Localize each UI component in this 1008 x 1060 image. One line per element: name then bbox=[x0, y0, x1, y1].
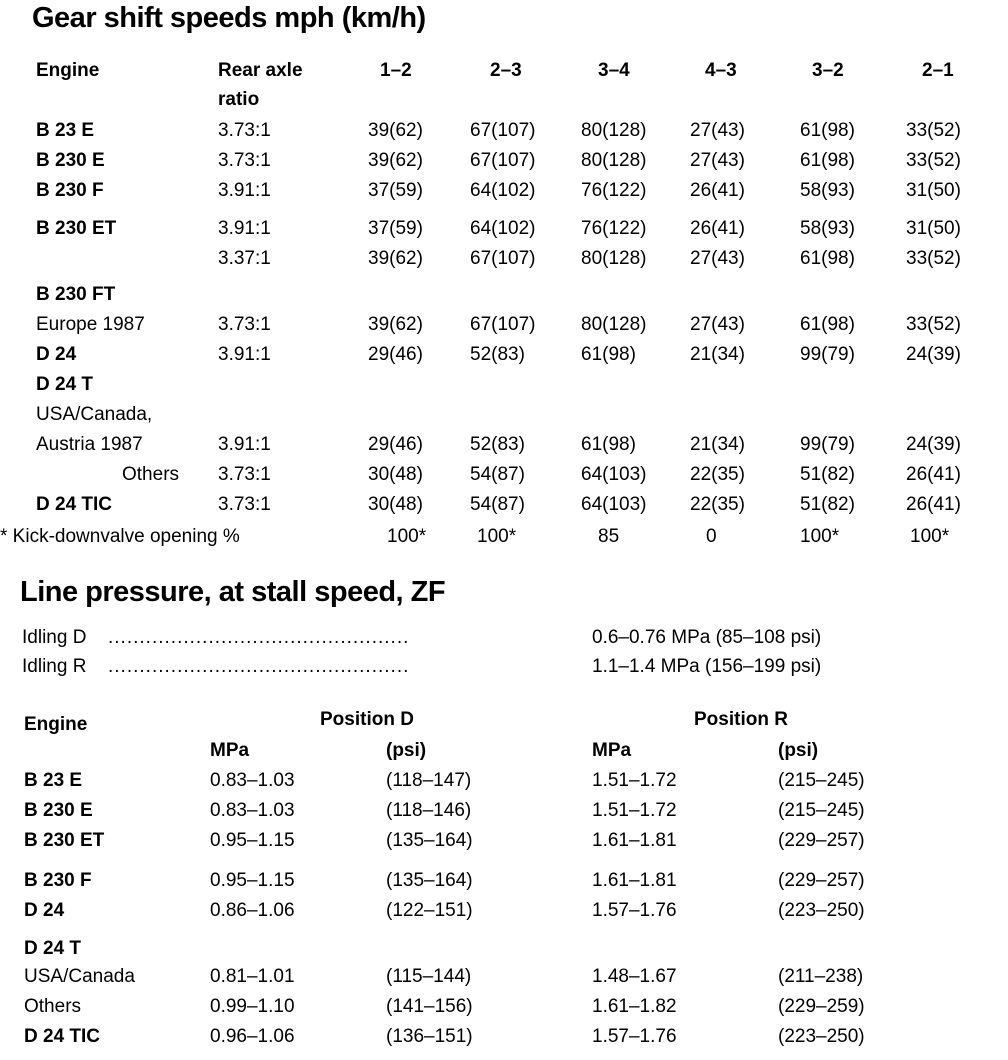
gear-speed-cell: 51(82) bbox=[800, 494, 855, 515]
gear-speed-cell: 80(128) bbox=[581, 120, 647, 141]
line-pressure-cell: 1.51–1.72 bbox=[592, 800, 677, 821]
gear-row-ratio: 3.73:1 bbox=[218, 494, 271, 515]
gear-header-2-1: 2–1 bbox=[922, 60, 954, 81]
line-pressure-cell: (215–245) bbox=[778, 770, 865, 791]
gear-speed-cell: 26(41) bbox=[906, 464, 961, 485]
gear-row-label: Others bbox=[122, 464, 180, 485]
gear-row-ratio: 3.73:1 bbox=[218, 120, 271, 141]
idling-d-value: 0.6–0.76 MPa (85–108 psi) bbox=[592, 627, 822, 648]
gear-speed-cell: 80(128) bbox=[581, 314, 647, 335]
gear-speed-cell: 39(62) bbox=[368, 150, 423, 171]
gear-speed-cell: 64(102) bbox=[470, 218, 536, 239]
line-pressure-cell: (223–250) bbox=[778, 900, 865, 921]
idling-r-label: Idling R bbox=[22, 656, 87, 677]
gear-row-ratio: 3.37:1 bbox=[218, 248, 271, 269]
line-row-label: B 230 E bbox=[24, 800, 93, 821]
line-header-psi-d: (psi) bbox=[386, 740, 427, 761]
line-pressure-cell: 0.99–1.10 bbox=[210, 996, 295, 1017]
line-pressure-cell: 0.95–1.15 bbox=[210, 830, 295, 851]
line-pressure-cell: 0.83–1.03 bbox=[210, 800, 295, 821]
line-row-label: D 24 bbox=[24, 900, 65, 921]
gear-header-3-2: 3–2 bbox=[812, 60, 844, 81]
gear-speed-cell: 58(93) bbox=[800, 180, 855, 201]
idling-d-label: Idling D bbox=[22, 627, 87, 648]
gear-row-ratio: 3.91:1 bbox=[218, 434, 271, 455]
line-pressure-cell: 1.61–1.82 bbox=[592, 996, 677, 1017]
gear-header-rear-axle: Rear axle bbox=[218, 60, 303, 81]
gear-speed-cell: 80(128) bbox=[581, 150, 647, 171]
gear-speed-cell: 37(59) bbox=[368, 180, 423, 201]
line-pressure-cell: (122–151) bbox=[386, 900, 473, 921]
gear-shift-title: Gear shift speeds mph (km/h) bbox=[32, 2, 426, 34]
line-pressure-cell: 1.61–1.81 bbox=[592, 870, 677, 891]
gear-row-ratio: 3.73:1 bbox=[218, 150, 271, 171]
kickdown-value: 100* bbox=[477, 526, 517, 547]
gear-speed-cell: 27(43) bbox=[690, 120, 745, 141]
kickdown-value: 0 bbox=[706, 526, 717, 547]
gear-speed-cell: 99(79) bbox=[800, 344, 855, 365]
gear-row-ratio: 3.91:1 bbox=[218, 218, 271, 239]
line-pressure-cell: (229–257) bbox=[778, 870, 865, 891]
kickdown-value: 85 bbox=[598, 526, 620, 547]
gear-speed-cell: 67(107) bbox=[470, 150, 536, 171]
gear-speed-cell: 58(93) bbox=[800, 218, 855, 239]
gear-row-label: B 23 E bbox=[36, 120, 95, 141]
gear-speed-cell: 67(107) bbox=[470, 248, 536, 269]
line-pressure-title: Line pressure, at stall speed, ZF bbox=[20, 576, 446, 608]
gear-speed-cell: 67(107) bbox=[470, 120, 536, 141]
gear-row-label: D 24 bbox=[36, 344, 77, 365]
gear-speed-cell: 54(87) bbox=[470, 464, 525, 485]
gear-speed-cell: 39(62) bbox=[368, 248, 423, 269]
gear-header-ratio: ratio bbox=[218, 89, 260, 110]
gear-speed-cell: 24(39) bbox=[906, 434, 961, 455]
gear-speed-cell: 31(50) bbox=[906, 180, 961, 201]
idling-d-leader: ................................................ bbox=[108, 627, 410, 648]
gear-row-label: Europe 1987 bbox=[36, 314, 145, 335]
line-pressure-cell: 1.51–1.72 bbox=[592, 770, 677, 791]
line-pressure-cell: (118–146) bbox=[386, 800, 472, 821]
line-row-label: B 230 F bbox=[24, 870, 92, 891]
line-row-label: B 23 E bbox=[24, 770, 83, 791]
line-row-label: D 24 TIC bbox=[24, 1026, 101, 1047]
gear-row-ratio: 3.91:1 bbox=[218, 344, 271, 365]
line-pressure-cell: (229–259) bbox=[778, 996, 865, 1017]
gear-header-2-3: 2–3 bbox=[490, 60, 522, 81]
gear-speed-cell: 99(79) bbox=[800, 434, 855, 455]
gear-speed-cell: 31(50) bbox=[906, 218, 961, 239]
gear-row-label: Austria 1987 bbox=[36, 434, 143, 455]
line-row-label: Others bbox=[24, 996, 82, 1017]
line-row-label: D 24 T bbox=[24, 938, 82, 959]
gear-speed-cell: 21(34) bbox=[690, 434, 745, 455]
line-pressure-cell: 0.81–1.01 bbox=[210, 966, 295, 987]
line-pressure-cell: (211–238) bbox=[778, 966, 864, 987]
idling-r-value: 1.1–1.4 MPa (156–199 psi) bbox=[592, 656, 822, 677]
line-header-mpa-r: MPa bbox=[592, 740, 632, 761]
gear-row-label: B 230 F bbox=[36, 180, 104, 201]
idling-r-leader: ................................................ bbox=[108, 656, 410, 677]
line-row-label: B 230 ET bbox=[24, 830, 105, 851]
gear-row-label: B 230 FT bbox=[36, 284, 116, 305]
gear-speed-cell: 27(43) bbox=[690, 314, 745, 335]
gear-speed-cell: 26(41) bbox=[690, 218, 745, 239]
line-header-position-r: Position R bbox=[694, 709, 788, 730]
line-pressure-cell: (118–147) bbox=[386, 770, 472, 791]
gear-row-label: D 24 TIC bbox=[36, 494, 113, 515]
line-pressure-cell: 1.57–1.76 bbox=[592, 900, 677, 921]
gear-speed-cell: 51(82) bbox=[800, 464, 855, 485]
gear-speed-cell: 64(103) bbox=[581, 494, 647, 515]
line-pressure-cell: 0.96–1.06 bbox=[210, 1026, 295, 1047]
line-header-position-d: Position D bbox=[320, 709, 414, 730]
gear-speed-cell: 33(52) bbox=[906, 248, 961, 269]
line-pressure-cell: (223–250) bbox=[778, 1026, 865, 1047]
gear-row-label: USA/Canada, bbox=[36, 404, 153, 425]
gear-speed-cell: 27(43) bbox=[690, 248, 745, 269]
gear-speed-cell: 27(43) bbox=[690, 150, 745, 171]
gear-header-4-3: 4–3 bbox=[705, 60, 737, 81]
gear-speed-cell: 29(46) bbox=[368, 344, 423, 365]
kickdown-value: 100* bbox=[800, 526, 840, 547]
kickdown-label: * Kick-downvalve opening % bbox=[0, 526, 240, 547]
gear-speed-cell: 33(52) bbox=[906, 314, 961, 335]
gear-speed-cell: 64(103) bbox=[581, 464, 647, 485]
gear-speed-cell: 61(98) bbox=[800, 314, 855, 335]
line-pressure-cell: 0.83–1.03 bbox=[210, 770, 295, 791]
gear-speed-cell: 22(35) bbox=[690, 494, 745, 515]
gear-header-engine: Engine bbox=[36, 60, 100, 81]
gear-row-label: B 230 E bbox=[36, 150, 105, 171]
line-header-psi-r: (psi) bbox=[778, 740, 819, 761]
line-row-label: USA/Canada bbox=[24, 966, 135, 987]
line-pressure-cell: (135–164) bbox=[386, 870, 473, 891]
gear-speed-cell: 29(46) bbox=[368, 434, 423, 455]
gear-speed-cell: 39(62) bbox=[368, 314, 423, 335]
line-pressure-cell: 0.86–1.06 bbox=[210, 900, 295, 921]
line-pressure-cell: (115–144) bbox=[386, 966, 472, 987]
gear-header-1-2: 1–2 bbox=[380, 60, 412, 81]
gear-speed-cell: 64(102) bbox=[470, 180, 536, 201]
gear-speed-cell: 26(41) bbox=[906, 494, 961, 515]
line-pressure-cell: (215–245) bbox=[778, 800, 865, 821]
gear-speed-cell: 30(48) bbox=[368, 494, 423, 515]
gear-speed-cell: 26(41) bbox=[690, 180, 745, 201]
kickdown-value: 100* bbox=[387, 526, 427, 547]
gear-speed-cell: 33(52) bbox=[906, 150, 961, 171]
gear-speed-cell: 67(107) bbox=[470, 314, 536, 335]
line-pressure-cell: 1.61–1.81 bbox=[592, 830, 677, 851]
line-pressure-cell: (229–257) bbox=[778, 830, 865, 851]
gear-row-label: D 24 T bbox=[36, 374, 94, 395]
line-header-mpa-d: MPa bbox=[210, 740, 250, 761]
line-pressure-cell: 1.48–1.67 bbox=[592, 966, 677, 987]
gear-row-label: B 230 ET bbox=[36, 218, 117, 239]
gear-speed-cell: 30(48) bbox=[368, 464, 423, 485]
gear-speed-cell: 39(62) bbox=[368, 120, 423, 141]
gear-speed-cell: 22(35) bbox=[690, 464, 745, 485]
gear-row-ratio: 3.73:1 bbox=[218, 464, 271, 485]
gear-speed-cell: 61(98) bbox=[800, 248, 855, 269]
gear-speed-cell: 54(87) bbox=[470, 494, 525, 515]
line-pressure-cell: (136–151) bbox=[386, 1026, 473, 1047]
gear-speed-cell: 61(98) bbox=[800, 120, 855, 141]
gear-row-ratio: 3.73:1 bbox=[218, 314, 271, 335]
gear-speed-cell: 21(34) bbox=[690, 344, 745, 365]
gear-speed-cell: 24(39) bbox=[906, 344, 961, 365]
gear-speed-cell: 52(83) bbox=[470, 344, 525, 365]
gear-speed-cell: 61(98) bbox=[581, 344, 636, 365]
line-pressure-cell: 1.57–1.76 bbox=[592, 1026, 677, 1047]
gear-row-ratio: 3.91:1 bbox=[218, 180, 271, 201]
gear-speed-cell: 76(122) bbox=[581, 218, 647, 239]
line-header-engine: Engine bbox=[24, 714, 88, 735]
gear-speed-cell: 33(52) bbox=[906, 120, 961, 141]
kickdown-value: 100* bbox=[910, 526, 950, 547]
gear-speed-cell: 76(122) bbox=[581, 180, 647, 201]
gear-speed-cell: 61(98) bbox=[581, 434, 636, 455]
gear-header-3-4: 3–4 bbox=[598, 60, 630, 81]
gear-speed-cell: 37(59) bbox=[368, 218, 423, 239]
line-pressure-cell: 0.95–1.15 bbox=[210, 870, 295, 891]
line-pressure-cell: (141–156) bbox=[386, 996, 473, 1017]
gear-speed-cell: 80(128) bbox=[581, 248, 647, 269]
line-pressure-cell: (135–164) bbox=[386, 830, 473, 851]
gear-speed-cell: 61(98) bbox=[800, 150, 855, 171]
gear-speed-cell: 52(83) bbox=[470, 434, 525, 455]
